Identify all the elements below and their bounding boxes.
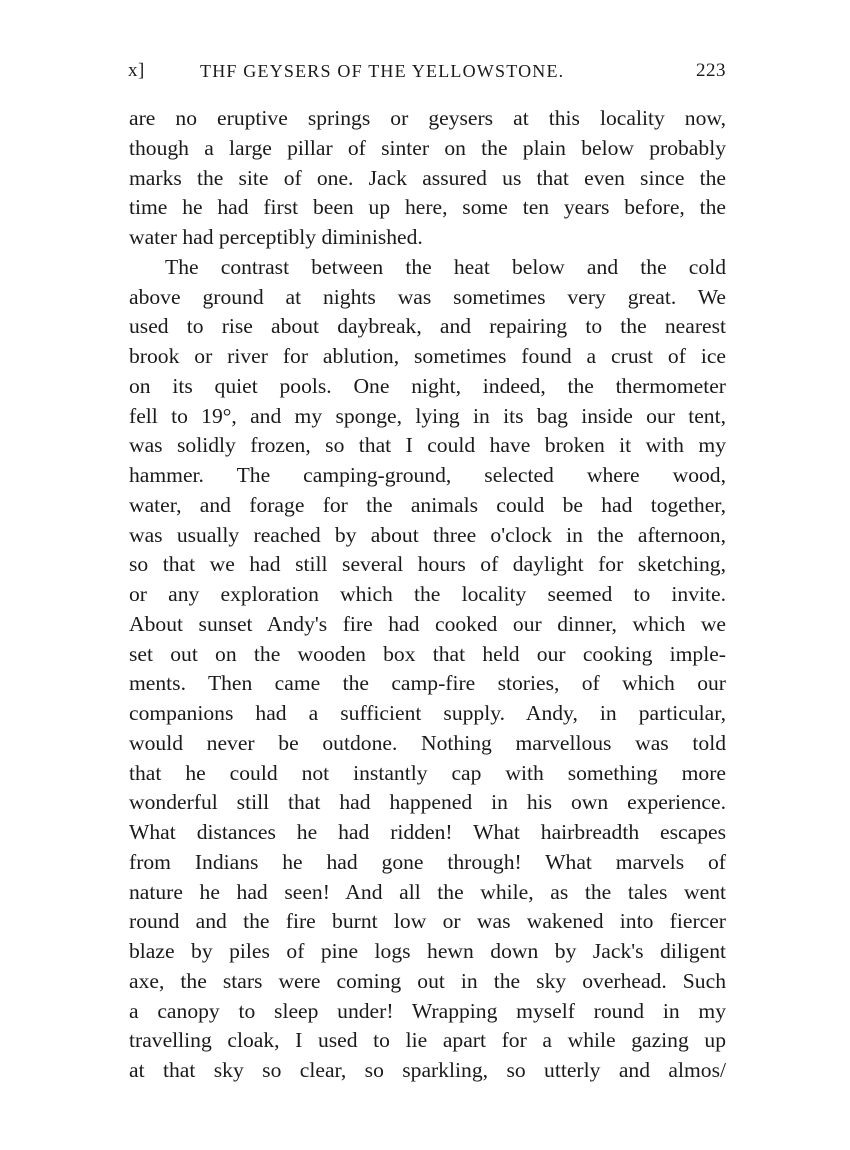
chapter-number: x] [128, 60, 145, 81]
text-line: a canopy to sleep under! Wrapping myself round in my [129, 998, 726, 1023]
text-line: used to rise about daybreak, and repairing to the nearest [129, 314, 726, 339]
text-line: time he had first been up here, some ten years before, the [129, 195, 726, 220]
text-line: though a large pillar of sinter on the plain below probably [129, 135, 726, 160]
text-line: from Indians he had gone through! What marvels of [129, 849, 726, 874]
text-line: or any exploration which the locality seemed to invite. [129, 582, 726, 606]
text-line: was usually reached by about three o'clock in the afternoon, [129, 522, 726, 547]
text-line: travelling cloak, I used to lie apart for a while gazing up [129, 1028, 726, 1053]
text-line: at that sky so clear, so sparkling, so utterly and almos/ [129, 1058, 726, 1082]
text-line: was solidly frozen, so that I could have broken it with my [129, 433, 726, 458]
running-head [128, 60, 726, 90]
text-line: ments. Then came the camp-fire stories, of which our [129, 671, 726, 696]
text-line: would never be outdone. Nothing marvellous was told [129, 730, 726, 755]
text-line: What distances he had ridden! What hairbreadth escapes [129, 820, 726, 844]
text-line: water had perceptibly diminished. [129, 225, 423, 249]
text-line: fell to 19°, and my sponge, lying in its bag inside our tent, [129, 403, 726, 428]
text-line: are no eruptive springs or geysers at this locality now, [129, 106, 726, 130]
text-line: axe, the stars were coming out in the sky overhead. Such [129, 968, 726, 993]
text-line: companions had a sufficient supply. Andy, in particular, [129, 701, 726, 725]
text-line: so that we had still several hours of daylight for sketching, [129, 552, 726, 577]
text-line: set out on the wooden box that held our cooking imple- [129, 641, 726, 666]
text-line: round and the fire burnt low or was wakened into fiercer [129, 909, 726, 934]
text-line: hammer. The camping-ground, selected where wood, [129, 463, 726, 487]
text-line: marks the site of one. Jack assured us that even since the [129, 165, 726, 190]
page-number: 223 [696, 60, 726, 81]
text-line: on its quiet pools. One night, indeed, the thermometer [129, 373, 726, 398]
text-line: The contrast between the heat below and the cold [165, 254, 726, 279]
text-line: About sunset Andy's fire had cooked our dinner, which we [129, 611, 726, 636]
text-line: brook or river for ablution, sometimes found a crust of ice [129, 344, 726, 368]
text-line: nature he had seen! And all the while, as the tales went [129, 879, 726, 904]
text-line: water, and forage for the animals could be had together, [129, 492, 726, 517]
text-line: wonderful still that had happened in his own experience. [129, 790, 726, 815]
text-line: above ground at nights was sometimes very great. We [129, 284, 726, 309]
text-line: that he could not instantly cap with something more [129, 760, 726, 785]
running-title: THF GEYSERS OF THE YELLOWSTONE. [200, 61, 565, 81]
text-line: blaze by piles of pine logs hewn down by Jack's diligent [129, 939, 726, 963]
body-text [129, 104, 726, 1086]
